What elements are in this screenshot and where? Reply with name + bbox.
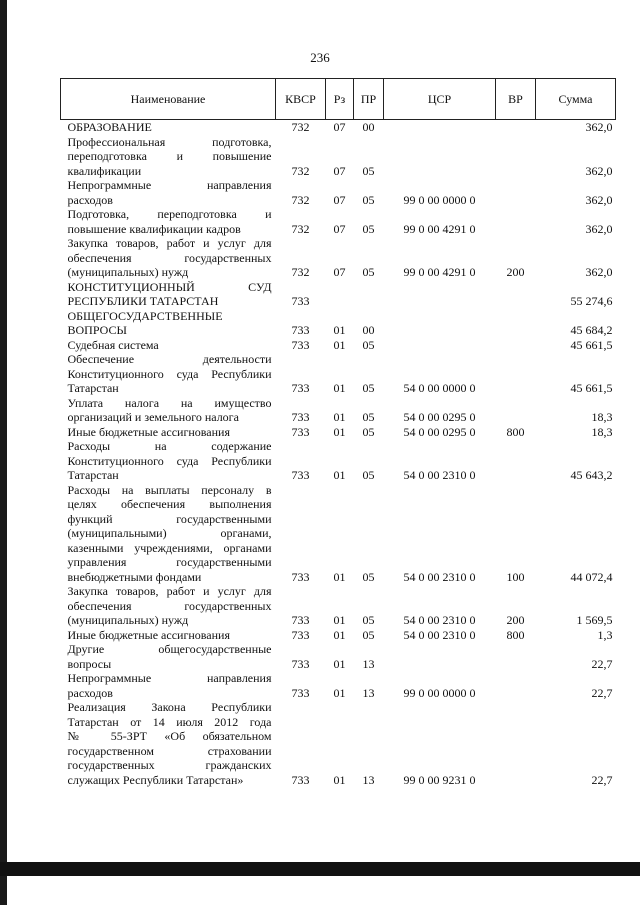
cell-pr: 05 [362, 613, 375, 627]
cell-kvsr: 733 [291, 294, 310, 308]
cell-vr [496, 309, 536, 338]
cell-csr [384, 120, 496, 135]
row-name-line: Подготовка, переподготовка и [67, 207, 272, 221]
table-row [61, 280, 616, 309]
cell-pr: 05 [362, 468, 375, 482]
table-row [61, 338, 616, 353]
cell-sum: 22,7 [591, 772, 613, 787]
header-vr: ВР [496, 79, 536, 120]
cell-sum: 362,0 [585, 265, 613, 279]
cell-rz: 07 [333, 221, 346, 236]
row-name-line: государственном страховании [67, 743, 272, 758]
cell-pr [354, 280, 384, 309]
page-number: 236 [310, 50, 330, 65]
table-row [61, 120, 616, 135]
cell-rz: 07 [333, 265, 346, 279]
cell-csr [384, 309, 496, 338]
cell-rz: 01 [333, 468, 346, 482]
cell-rz [326, 280, 354, 309]
cell-vr [496, 120, 536, 135]
cell-kvsr: 733 [291, 468, 310, 482]
row-name [61, 207, 276, 236]
cell-vr [496, 396, 536, 425]
row-name-line: ВОПРОСЫ [67, 323, 127, 337]
row-name [61, 584, 276, 628]
row-name-line: расходов [67, 192, 113, 207]
cell-sum: 45 661,5 [570, 381, 613, 395]
cell-pr: 05 [362, 424, 375, 439]
cell-pr: 05 [362, 381, 375, 395]
cell-csr: 54 0 00 0295 0 [403, 410, 476, 424]
table-row [61, 352, 616, 396]
row-name-line: Судебная система [67, 337, 159, 352]
row-name-line: Татарстан [67, 381, 119, 395]
row-name [61, 483, 276, 585]
cell-vr: 800 [506, 627, 525, 642]
row-name [61, 628, 276, 643]
row-name [61, 642, 276, 671]
row-name-line: казенными учреждениями, органами [67, 540, 272, 555]
cell-sum: 362,0 [585, 192, 613, 207]
cell-vr: 200 [506, 613, 525, 627]
row-name-line: № 55-ЗРТ «Об обязательном [67, 729, 272, 743]
row-name-line: Другие общегосударственные [67, 642, 272, 656]
cell-csr: 54 0 00 0000 0 [403, 381, 476, 395]
row-name-line: (муниципальных) нужд [67, 613, 189, 627]
cell-sum: 45 661,5 [570, 337, 613, 352]
row-name-line: Закупка товаров, работ и услуг для [67, 584, 272, 598]
cell-rz: 07 [333, 120, 346, 134]
row-name-line: Иные бюджетные ассигнования [67, 424, 230, 439]
cell-csr [384, 338, 496, 353]
cell-sum: 22,7 [591, 685, 613, 700]
cell-vr [496, 135, 536, 179]
row-name [61, 352, 276, 396]
row-name-line: служащих Республики Татарстан» [67, 772, 244, 787]
table-row [61, 236, 616, 280]
row-name-line: (муниципальными) органами, [67, 526, 272, 540]
cell-rz: 01 [333, 772, 346, 787]
cell-vr [496, 280, 536, 309]
cell-sum: 22,7 [591, 656, 613, 671]
table-row [61, 439, 616, 483]
scan-bottom-edge [0, 862, 640, 876]
cell-rz: 01 [333, 410, 346, 424]
cell-rz: 01 [333, 337, 346, 352]
row-name-line: Закупка товаров, работ и услуг для [67, 236, 272, 250]
row-name-line: Конституционного суда Республики [67, 453, 272, 468]
cell-vr [496, 700, 536, 787]
cell-kvsr: 733 [291, 656, 310, 671]
cell-rz: 07 [333, 163, 346, 178]
cell-rz: 01 [333, 656, 346, 671]
cell-kvsr: 733 [291, 772, 310, 787]
row-name-line: вопросы [67, 656, 112, 671]
row-name-line: Реализация Закона Республики [67, 700, 272, 714]
cell-csr: 99 0 00 9231 0 [403, 772, 476, 787]
row-name-line: государственных гражданских [67, 758, 272, 772]
cell-kvsr: 732 [291, 120, 310, 134]
header-csr: ЦСР [384, 79, 496, 120]
table-row [61, 425, 616, 440]
cell-kvsr: 733 [291, 337, 310, 352]
cell-csr: 54 0 00 2310 0 [403, 627, 476, 642]
cell-csr [384, 135, 496, 179]
budget-table [60, 78, 616, 787]
cell-sum: 362,0 [585, 221, 613, 236]
table-row [61, 628, 616, 643]
table-header-row [61, 79, 616, 120]
row-name-line: переподготовка и повышение [67, 149, 272, 163]
cell-vr [496, 352, 536, 396]
cell-rz: 01 [333, 381, 346, 395]
cell-csr [384, 642, 496, 671]
cell-sum: 45 643,2 [570, 468, 613, 482]
cell-rz: 01 [333, 613, 346, 627]
cell-sum: 18,3 [591, 410, 613, 424]
row-name-line: организаций и земельного налога [67, 410, 239, 424]
cell-csr [384, 280, 496, 309]
cell-vr: 100 [506, 569, 525, 584]
cell-kvsr: 733 [291, 613, 310, 627]
row-name-line: Татарстан от 14 июля 2012 года [67, 714, 272, 729]
row-name [61, 280, 276, 309]
cell-sum: 362,0 [585, 163, 613, 178]
row-name-line: (муниципальных) нужд [67, 265, 189, 279]
table-row [61, 483, 616, 585]
table-row [61, 178, 616, 207]
cell-kvsr: 733 [291, 627, 310, 642]
cell-csr: 99 0 00 0000 0 [403, 685, 476, 700]
row-name-line: управления государственными [67, 555, 272, 569]
row-name [61, 425, 276, 440]
cell-rz: 01 [333, 323, 346, 337]
row-name-line: расходов [67, 685, 113, 700]
cell-vr: 800 [506, 424, 525, 439]
cell-sum: 1,3 [597, 627, 613, 642]
row-name-line: РЕСПУБЛИКИ ТАТАРСТАН [67, 294, 219, 308]
cell-sum: 18,3 [591, 424, 613, 439]
table-row [61, 642, 616, 671]
header-pr: ПР [354, 79, 384, 120]
row-name-line: обеспечения государственных [67, 598, 272, 613]
row-name-line: Обеспечение деятельности [67, 352, 272, 366]
row-name-line: квалификации [67, 163, 142, 178]
cell-pr: 00 [362, 120, 375, 134]
row-name [61, 338, 276, 353]
cell-rz: 01 [333, 685, 346, 700]
table-row [61, 396, 616, 425]
table-row [61, 584, 616, 628]
row-name-line: ОБЩЕГОСУДАРСТВЕННЫЕ [67, 308, 223, 323]
cell-csr: 54 0 00 0295 0 [403, 424, 476, 439]
cell-pr: 13 [362, 685, 375, 700]
row-name [61, 135, 276, 179]
cell-pr: 05 [362, 410, 375, 424]
cell-vr [496, 642, 536, 671]
cell-kvsr: 733 [291, 410, 310, 424]
cell-pr: 05 [362, 337, 375, 352]
cell-kvsr: 733 [291, 424, 310, 439]
cell-csr: 99 0 00 4291 0 [403, 221, 476, 236]
row-name-line: Татарстан [67, 468, 119, 482]
cell-sum: 362,0 [585, 120, 613, 134]
cell-vr [496, 671, 536, 700]
cell-vr: 200 [506, 265, 525, 279]
cell-sum: 1 569,5 [576, 613, 613, 627]
cell-kvsr: 733 [291, 569, 310, 584]
cell-rz: 07 [333, 192, 346, 207]
cell-pr: 13 [362, 656, 375, 671]
row-name [61, 309, 276, 338]
cell-csr: 54 0 00 2310 0 [403, 569, 476, 584]
cell-rz: 01 [333, 627, 346, 642]
header-kvsr: КВСР [276, 79, 326, 120]
cell-pr: 05 [362, 221, 375, 236]
cell-kvsr: 733 [291, 381, 310, 395]
row-name-line: Расходы на содержание [67, 439, 272, 453]
row-name-line: Конституционного суда Республики [67, 366, 272, 381]
cell-csr: 54 0 00 2310 0 [403, 468, 476, 482]
row-name-line: ОБРАЗОВАНИЕ [67, 120, 152, 134]
cell-csr: 54 0 00 2310 0 [403, 613, 476, 627]
table-row [61, 700, 616, 787]
cell-sum: 55 274,6 [570, 294, 613, 308]
row-name-line: КОНСТИТУЦИОННЫЙ СУД [67, 279, 272, 294]
cell-csr: 99 0 00 0000 0 [403, 192, 476, 207]
cell-vr [496, 338, 536, 353]
cell-vr [496, 207, 536, 236]
row-name-line: обеспечения государственных [67, 250, 272, 265]
row-name-line: Непрограммные направления [67, 671, 272, 685]
table-row [61, 135, 616, 179]
table-row [61, 309, 616, 338]
row-name-line: Непрограммные направления [67, 178, 272, 192]
cell-pr: 05 [362, 265, 375, 279]
header-sum: Сумма [536, 79, 616, 120]
table-row [61, 207, 616, 236]
cell-pr: 05 [362, 192, 375, 207]
cell-kvsr: 732 [291, 221, 310, 236]
row-name-line: внебюджетными фондами [67, 569, 202, 584]
row-name [61, 120, 276, 135]
row-name [61, 178, 276, 207]
cell-vr [496, 178, 536, 207]
cell-kvsr: 733 [291, 323, 310, 337]
row-name-line: целях обеспечения выполнения [67, 497, 272, 511]
table-row [61, 671, 616, 700]
row-name-line: Иные бюджетные ассигнования [67, 627, 230, 642]
cell-vr [496, 439, 536, 483]
cell-sum: 45 684,2 [570, 323, 613, 337]
row-name-line: повышение квалификации кадров [67, 221, 241, 236]
cell-kvsr: 732 [291, 265, 310, 279]
cell-kvsr: 732 [291, 163, 310, 178]
row-name-line: Уплата налога на имущество [67, 395, 272, 410]
cell-pr: 00 [362, 323, 375, 337]
row-name [61, 671, 276, 700]
cell-pr: 05 [362, 163, 375, 178]
row-name [61, 396, 276, 425]
cell-sum: 44 072,4 [570, 569, 613, 584]
cell-pr: 13 [362, 772, 375, 787]
header-rz: Рз [326, 79, 354, 120]
row-name [61, 439, 276, 483]
cell-csr: 99 0 00 4291 0 [403, 265, 476, 279]
row-name-line: функций государственными [67, 511, 272, 526]
cell-rz: 01 [333, 424, 346, 439]
cell-pr: 05 [362, 627, 375, 642]
header-name: Наименование [61, 79, 276, 120]
cell-kvsr: 733 [291, 685, 310, 700]
row-name-line: Профессиональная подготовка, [67, 134, 272, 149]
row-name [61, 700, 276, 787]
cell-rz: 01 [333, 569, 346, 584]
scan-left-edge [0, 0, 7, 905]
row-name-line: Расходы на выплаты персоналу в [67, 482, 272, 497]
cell-kvsr: 732 [291, 192, 310, 207]
row-name [61, 236, 276, 280]
cell-pr: 05 [362, 569, 375, 584]
table-body [61, 120, 616, 788]
